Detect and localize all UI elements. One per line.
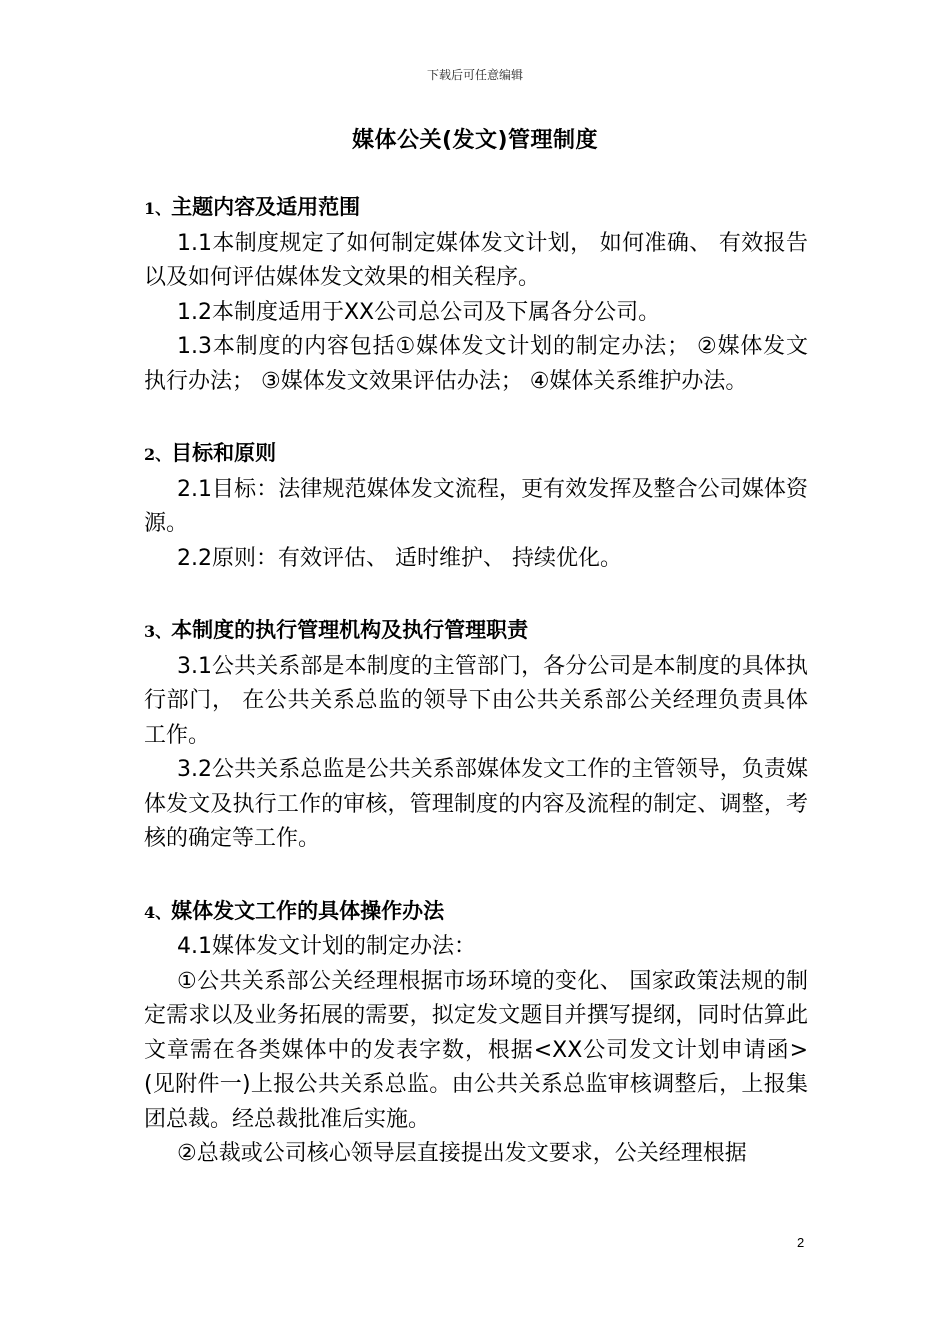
paragraph: ①公共关系部公关经理根据市场环境的变化、 国家政策法规的制定需求以及业务拓展的需要，拟定发文题目并撰写提纲，同时估算此文章需在各类媒体中的发表字数，根据<XX公司发文计划申请函>(见附件一)上报公共关系总监。由公共关系总监审核调整后，上报集团总裁。经总裁批准后实施。 — [144, 968, 808, 1132]
document-body — [144, 190, 808, 1172]
paragraph: 3.2公共关系总监是公共关系部媒体发文工作的主管领导，负责媒体发文及执行工作的审核，管理制度的内容及流程的制定、调整，考核的确定等工作。 — [144, 757, 808, 851]
section-title: 主题内容及适用范围 — [171, 195, 361, 219]
paragraph: 1.1本制度规定了如何制定媒体发文计划， 如何准确、 有效报告以及如何评估媒体发文效果的相关程序。 — [144, 230, 808, 290]
section-number: 4、 — [144, 902, 172, 922]
section-gap — [144, 857, 808, 894]
section-heading-3 — [144, 613, 808, 650]
section-title: 媒体发文工作的具体操作办法 — [171, 898, 445, 923]
section-title: 目标和原则 — [171, 441, 277, 465]
section-gap — [144, 576, 808, 613]
paragraph: 1.2本制度适用于XX公司总公司及下属各分公司。 — [177, 299, 661, 325]
paragraph: 2.1目标：法律规范媒体发文流程，更有效发挥及整合公司媒体资源。 — [144, 476, 808, 536]
paragraph: 1.3本制度的内容包括①媒体发文计划的制定办法； ②媒体发文执行办法； ③媒体发文效果评估办法； ④媒体关系维护办法。 — [144, 334, 808, 394]
section-gap — [144, 399, 808, 436]
section-heading-2 — [144, 436, 808, 473]
paragraph: 4.1媒体发文计划的制定办法： — [177, 934, 476, 959]
section-number: 3、 — [144, 622, 172, 641]
section-number: 2、 — [144, 445, 172, 464]
paragraph: ②总裁或公司核心领导层直接提出发文要求，公关经理根据 — [177, 1141, 747, 1166]
section-title: 本制度的执行管理机构及执行管理职责 — [171, 618, 529, 642]
paragraph: 2.2原则：有效评估、 适时维护、 持续优化。 — [177, 545, 622, 571]
section-number: 1、 — [144, 199, 172, 218]
document-title: 媒体公关(发文)管理制度 — [351, 128, 599, 153]
header-note: 下载后可任意编辑 — [426, 68, 523, 82]
section-heading-4 — [144, 894, 808, 931]
page-number: 2 — [797, 1235, 805, 1250]
paragraph: 3.1公共关系部是本制度的主管部门，各分公司是本制度的具体执行部门， 在公共关系总监的领导下由公共关系部公关经理负责具体工作。 — [144, 653, 808, 748]
section-heading-1 — [144, 190, 808, 227]
